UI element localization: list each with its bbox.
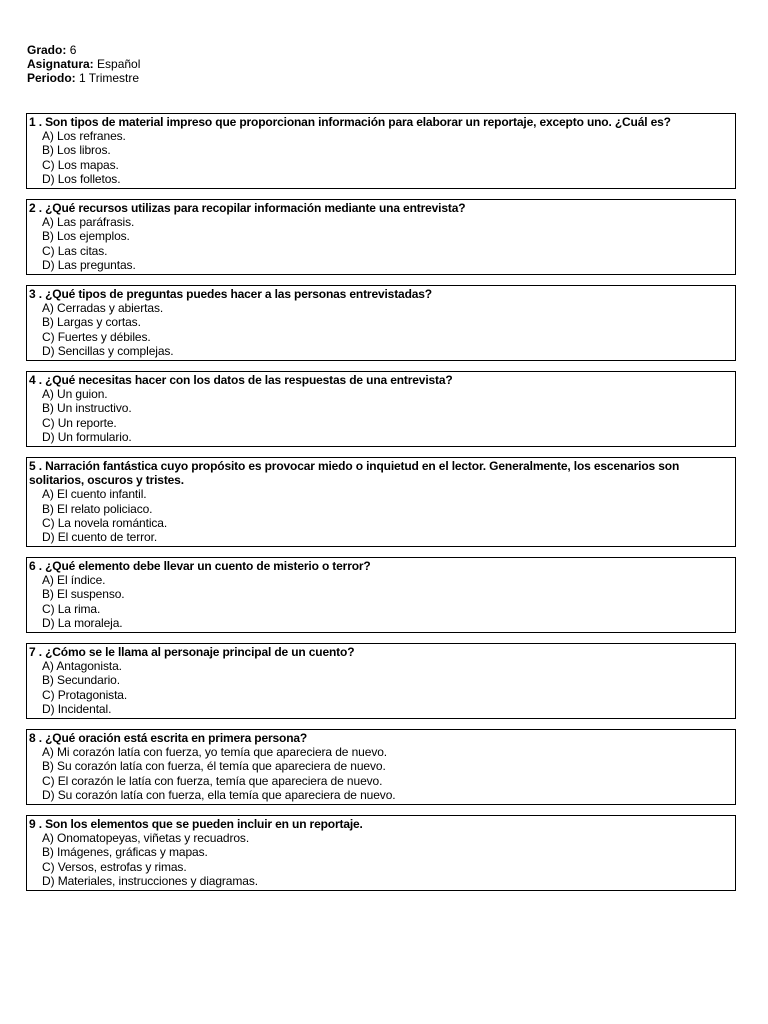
answer-option: D) La moraleja. — [42, 615, 123, 630]
grado-line — [27, 43, 140, 57]
answer-option: C) Fuertes y débiles. — [42, 329, 151, 344]
question-box — [26, 113, 736, 189]
question-box — [26, 371, 736, 447]
answer-option: D) Sencillas y complejas. — [42, 343, 174, 358]
answer-option: A) Onomatopeyas, viñetas y recuadros. — [42, 831, 250, 846]
answer-option: C) Los mapas. — [42, 157, 119, 172]
question-title: 3 . ¿Qué tipos de preguntas puedes hacer a las personas entrevistadas? — [29, 287, 432, 301]
answer-option: D) Incidental. — [42, 701, 112, 716]
answer-option: D) El cuento de terror. — [42, 530, 158, 545]
answer-option: A) Un guion. — [42, 387, 108, 402]
question-title: 2 . ¿Qué recursos utilizas para recopilar información mediante una entrevista? — [29, 201, 466, 215]
answer-option: C) Un reporte. — [42, 415, 117, 430]
question-box — [26, 557, 736, 633]
answer-option: B) Largas y cortas. — [42, 315, 141, 330]
answer-option: D) Su corazón latía con fuerza, ella temía que apareciera de nuevo. — [42, 787, 396, 802]
asignatura-value: Español — [97, 57, 141, 71]
question-box — [26, 815, 736, 891]
answer-option: A) Mi corazón latía con fuerza, yo temía que apareciera de nuevo. — [42, 745, 388, 760]
answer-option: B) Los ejemplos. — [42, 229, 130, 244]
asignatura-label: Asignatura: — [27, 57, 94, 71]
question-box — [26, 457, 736, 547]
question-title: 9 . Son los elementos que se pueden incluir en un reportaje. — [29, 817, 363, 831]
answer-option: A) El cuento infantil. — [42, 487, 147, 502]
answer-option: A) Las paráfrasis. — [42, 215, 135, 230]
periodo-value: 1 Trimestre — [79, 71, 140, 85]
answer-option: A) Cerradas y abiertas. — [42, 301, 164, 316]
answer-option: A) Los refranes. — [42, 129, 126, 144]
question-title: 7 . ¿Cómo se le llama al personaje principal de un cuento? — [29, 645, 355, 659]
periodo-label: Periodo: — [27, 71, 76, 85]
grado-label: Grado: — [27, 43, 67, 57]
answer-option: D) Las preguntas. — [42, 257, 136, 272]
question-box — [26, 643, 736, 719]
answer-option: B) Su corazón latía con fuerza, él temía que apareciera de nuevo. — [42, 759, 386, 774]
answer-option: C) El corazón le latía con fuerza, temía que apareciera de nuevo. — [42, 773, 383, 788]
answer-option: B) Secundario. — [42, 673, 120, 688]
answer-option: D) Los folletos. — [42, 171, 121, 186]
periodo-line — [27, 71, 140, 85]
answer-option: A) Antagonista. — [42, 659, 122, 674]
question-box — [26, 199, 736, 275]
answer-option: C) Las citas. — [42, 243, 108, 258]
answer-option: C) Versos, estrofas y rimas. — [42, 859, 187, 874]
answer-option: C) Protagonista. — [42, 687, 128, 702]
question-box — [26, 729, 736, 805]
asignatura-line — [27, 57, 140, 71]
answer-option: D) Un formulario. — [42, 429, 132, 444]
answer-option: B) El suspenso. — [42, 587, 125, 602]
question-title: 4 . ¿Qué necesitas hacer con los datos de las respuestas de una entrevista? — [29, 373, 453, 387]
answer-option: C) La novela romántica. — [42, 515, 168, 530]
grado-value: 6 — [69, 43, 77, 57]
question-title: 6 . ¿Qué elemento debe llevar un cuento de misterio o terror? — [29, 559, 371, 573]
document-header — [27, 43, 140, 85]
answer-option: B) Imágenes, gráficas y mapas. — [42, 845, 208, 860]
answer-option: B) El relato policiaco. — [42, 501, 153, 516]
answer-option: A) El índice. — [42, 573, 106, 588]
answer-option: B) Los libros. — [42, 143, 111, 158]
question-title: 1 . Son tipos de material impreso que proporcionan información para elaborar un reportaje, excepto uno. ¿Cuál es? — [29, 115, 671, 129]
question-title: 8 . ¿Qué oración está escrita en primera persona? — [29, 731, 308, 745]
answer-option: C) La rima. — [42, 601, 101, 616]
question-title: 5 . Narración fantástica cuyo propósito es provocar miedo o inquietud en el lector. Generalmente, los escenarios son solitarios, oscuros y tristes. — [29, 459, 680, 488]
answer-option: B) Un instructivo. — [42, 401, 132, 416]
answer-option: D) Materiales, instrucciones y diagramas. — [42, 873, 258, 888]
question-box — [26, 285, 736, 361]
